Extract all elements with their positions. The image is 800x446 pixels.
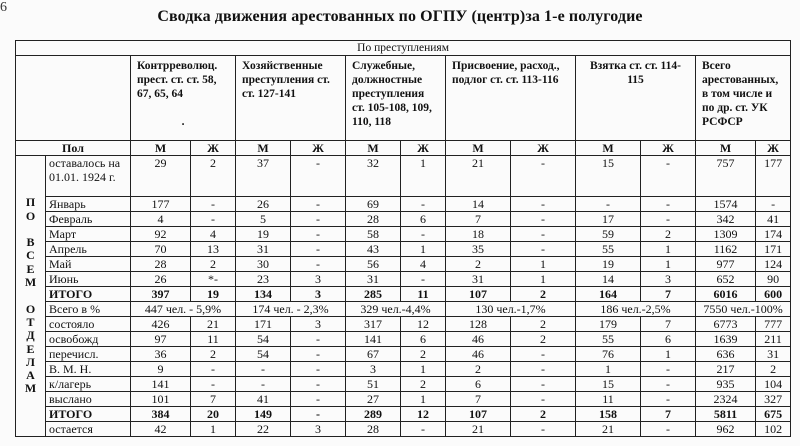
table-cell: 2	[511, 317, 576, 332]
table-cell: -	[641, 197, 696, 212]
table-cell: 7	[641, 287, 696, 302]
table-cell: 426	[131, 317, 191, 332]
table-row	[16, 422, 791, 437]
table-cell: 171	[756, 242, 791, 257]
table-cell: *-	[191, 272, 236, 287]
side-label-letter: В	[26, 235, 35, 250]
row-label: ИТОГО	[46, 287, 131, 302]
table-cell: -	[291, 392, 346, 407]
table-cell: 11	[576, 392, 641, 407]
table-row	[16, 197, 791, 212]
table-cell: 2	[511, 407, 576, 422]
row-label: остается	[46, 422, 131, 437]
table-row	[16, 332, 791, 347]
percent-row	[16, 302, 791, 317]
table-cell: 977	[696, 257, 756, 272]
table-cell: 1574	[696, 197, 756, 212]
side-label-letter: Е	[26, 261, 35, 276]
page-corner-mark: 6	[0, 0, 7, 15]
row-label: освобожд	[46, 332, 131, 347]
table-cell: 26	[131, 272, 191, 287]
sex-col-header: Ж	[401, 141, 446, 156]
sex-label: Пол	[16, 141, 131, 156]
row-label: Май	[46, 257, 131, 272]
sex-col-header: М	[446, 141, 511, 156]
table-cell: 6	[446, 377, 511, 392]
row-label: В. М. Н.	[46, 362, 131, 377]
table-cell: 757	[696, 156, 756, 197]
table-cell: 211	[756, 332, 791, 347]
table-cell: 2324	[696, 392, 756, 407]
table-cell: -	[756, 197, 791, 212]
table-cell: 28	[346, 212, 401, 227]
table-cell: -	[511, 347, 576, 362]
table-cell: -	[511, 392, 576, 407]
table-cell: 70	[131, 242, 191, 257]
table-cell: 18	[446, 227, 511, 242]
table-cell: 177	[756, 156, 791, 197]
table-cell: 43	[346, 242, 401, 257]
table-cell: -	[401, 272, 446, 287]
table-cell: 31	[236, 242, 291, 257]
table-cell: 69	[346, 197, 401, 212]
table-cell: 27	[346, 392, 401, 407]
page-title: Сводка движения арестованных по ОГПУ (центр)за 1-е полугодие	[157, 8, 643, 25]
table-cell: 5811	[696, 407, 756, 422]
table-cell: 51	[346, 377, 401, 392]
table-cell: -	[641, 156, 696, 197]
table-cell: 342	[696, 212, 756, 227]
table-cell: 13	[191, 242, 236, 257]
table-cell: 174	[756, 227, 791, 242]
table-cell: 32	[346, 156, 401, 197]
table-cell: 21	[576, 422, 641, 437]
table-cell: 46	[446, 332, 511, 347]
side-label-letter	[16, 289, 45, 302]
sex-col-header: М	[131, 141, 191, 156]
table-cell: 14	[576, 272, 641, 287]
category-label: Контрреволюц. прест. ст. ст. 58, 67, 65, 64	[137, 60, 218, 100]
table-cell: 28	[346, 422, 401, 437]
sex-col-header: Ж	[291, 141, 346, 156]
table-cell: -	[191, 362, 236, 377]
table-cell: 289	[346, 407, 401, 422]
table-row	[16, 212, 791, 227]
row-label: к/лагерь	[46, 377, 131, 392]
table-cell: 1	[641, 242, 696, 257]
table-cell: 36	[131, 347, 191, 362]
table-cell: 935	[696, 377, 756, 392]
table-cell: 7	[446, 212, 511, 227]
table-cell: 56	[346, 257, 401, 272]
table-cell: 1	[641, 257, 696, 272]
table-cell: 128	[446, 317, 511, 332]
table-cell: 14	[446, 197, 511, 212]
table-cell: -	[641, 362, 696, 377]
table-cell: 21	[191, 317, 236, 332]
table-cell: 1	[511, 272, 576, 287]
table-row	[16, 347, 791, 362]
table-cell: 90	[756, 272, 791, 287]
table-cell: 37	[236, 156, 291, 197]
table-cell: -	[641, 392, 696, 407]
table-cell: 2	[511, 332, 576, 347]
category-header-official: Служебные, должностные преступления ст. 105-108, 109, 110, 118	[346, 56, 446, 141]
table-cell: 675	[756, 407, 791, 422]
side-label-letter: Д	[26, 328, 35, 343]
group-header: По преступлениям	[16, 41, 791, 56]
sex-col-header: М	[236, 141, 291, 156]
table-cell: 54	[236, 347, 291, 362]
table-cell: 7	[641, 407, 696, 422]
table-cell: -	[401, 227, 446, 242]
percent-cell: 130 чел.-1,7%	[446, 302, 576, 317]
category-mark: .	[181, 116, 185, 128]
table-cell: 1	[576, 362, 641, 377]
table-cell: -	[401, 422, 446, 437]
table-cell: 22	[236, 422, 291, 437]
table-cell: 1	[191, 422, 236, 437]
table-cell: 35	[446, 242, 511, 257]
row-label: состояло	[46, 317, 131, 332]
table-cell: 1	[401, 242, 446, 257]
row-label: Март	[46, 227, 131, 242]
row-label: оставалось на 01.01. 1924 г.	[46, 156, 131, 197]
side-label-letter: А	[26, 368, 35, 383]
table-cell: 9	[131, 362, 191, 377]
row-label: Январь	[46, 197, 131, 212]
table-cell: 59	[576, 227, 641, 242]
table-cell: -	[291, 212, 346, 227]
table-cell: 55	[576, 242, 641, 257]
table-cell: 54	[236, 332, 291, 347]
row-label: Июнь	[46, 272, 131, 287]
table-cell: -	[236, 362, 291, 377]
table-cell: 6	[401, 332, 446, 347]
arrests-summary-table	[15, 40, 791, 437]
table-cell: 6016	[696, 287, 756, 302]
table-cell: 384	[131, 407, 191, 422]
category-header-embezzlement: Присвоение, расход., подлог ст. ст. 113-116	[446, 56, 576, 141]
table-cell: 1	[511, 257, 576, 272]
table-cell: 15	[576, 156, 641, 197]
row-label: Февраль	[46, 212, 131, 227]
table-cell: -	[511, 227, 576, 242]
table-cell: -	[191, 212, 236, 227]
table-cell: 2	[511, 287, 576, 302]
table-cell: 29	[131, 156, 191, 197]
sex-col-header: М	[346, 141, 401, 156]
percent-cell: 447 чел. - 5,9%	[131, 302, 236, 317]
table-cell: 2	[401, 377, 446, 392]
table-cell: -	[511, 242, 576, 257]
table-cell: 6773	[696, 317, 756, 332]
table-cell: -	[511, 362, 576, 377]
table-cell: -	[236, 377, 291, 392]
table-row	[16, 227, 791, 242]
table-row	[16, 272, 791, 287]
category-header-bribery: Взятка ст. ст. 114-115	[576, 56, 696, 141]
table-cell: 7	[446, 392, 511, 407]
table-cell: 164	[576, 287, 641, 302]
table-cell: 149	[236, 407, 291, 422]
percent-cell: 7550 чел.-100%	[696, 302, 791, 317]
table-cell: -	[291, 156, 346, 197]
table-cell: 4	[401, 257, 446, 272]
table-cell: 19	[236, 227, 291, 242]
table-cell: -	[291, 362, 346, 377]
table-row	[16, 257, 791, 272]
table-cell: 141	[131, 377, 191, 392]
percent-cell: 186 чел.-2,5%	[576, 302, 696, 317]
table-cell: -	[511, 377, 576, 392]
row-label: Всего в %	[46, 302, 131, 317]
table-cell: 134	[236, 287, 291, 302]
row-label: Апрель	[46, 242, 131, 257]
table-cell: 76	[576, 347, 641, 362]
table-cell: 2	[191, 257, 236, 272]
table-cell: 397	[131, 287, 191, 302]
category-header-total: Всего арестованных, в том числе и по др. ст. УК РСФСР	[696, 56, 791, 141]
side-label-letter: О	[25, 208, 36, 223]
table-cell: -	[291, 347, 346, 362]
table-cell: 19	[191, 287, 236, 302]
table-cell: -	[641, 212, 696, 227]
table-cell: 31	[756, 347, 791, 362]
table-cell: 636	[696, 347, 756, 362]
table-cell: 3	[291, 272, 346, 287]
table-cell: 1	[641, 347, 696, 362]
side-label-letter: О	[25, 301, 36, 316]
table-cell: 104	[756, 377, 791, 392]
table-cell: 31	[446, 272, 511, 287]
table-cell: -	[401, 197, 446, 212]
table-row	[16, 377, 791, 392]
sex-col-header: М	[576, 141, 641, 156]
table-cell: 777	[756, 317, 791, 332]
table-cell: 158	[576, 407, 641, 422]
percent-cell: 174 чел. - 2,3%	[236, 302, 346, 317]
table-cell: 46	[446, 347, 511, 362]
table-cell: 3	[291, 287, 346, 302]
category-header-counterrev	[131, 56, 236, 141]
table-cell: 177	[131, 197, 191, 212]
sex-col-header: Ж	[511, 141, 576, 156]
table-cell: -	[291, 197, 346, 212]
table-cell: 1	[401, 156, 446, 197]
table-cell: 124	[756, 257, 791, 272]
table-cell: -	[291, 257, 346, 272]
sex-col-header: Ж	[191, 141, 236, 156]
table-cell: 1309	[696, 227, 756, 242]
table-cell: 102	[756, 422, 791, 437]
table-cell: -	[511, 197, 576, 212]
table-cell: 21	[446, 422, 511, 437]
table-cell: 107	[446, 407, 511, 422]
side-label-letter: Л	[26, 354, 35, 369]
table-cell: 2	[401, 347, 446, 362]
table-cell: 58	[346, 227, 401, 242]
table-row	[16, 392, 791, 407]
table-cell: 171	[236, 317, 291, 332]
table-cell: 4	[191, 227, 236, 242]
table-row	[16, 362, 791, 377]
table-cell: 5	[236, 212, 291, 227]
table-cell: 11	[401, 287, 446, 302]
table-cell: 41	[756, 212, 791, 227]
table-cell: 3	[641, 272, 696, 287]
table-cell: 6	[401, 212, 446, 227]
table-cell: 6	[641, 332, 696, 347]
table-cell: 2	[756, 362, 791, 377]
table-cell: 1639	[696, 332, 756, 347]
table-cell: 7	[191, 392, 236, 407]
table-cell: 19	[576, 257, 641, 272]
table-row	[16, 156, 791, 197]
table-cell: 2	[641, 227, 696, 242]
table-row	[16, 317, 791, 332]
percent-cell: 329 чел.-4,4%	[346, 302, 446, 317]
table-cell: 217	[696, 362, 756, 377]
table-cell: -	[291, 377, 346, 392]
row-label: выслано	[46, 392, 131, 407]
table-cell: 30	[236, 257, 291, 272]
table-row	[16, 242, 791, 257]
table-cell: 652	[696, 272, 756, 287]
table-cell: 41	[236, 392, 291, 407]
table-cell: 1	[401, 362, 446, 377]
table-cell: -	[511, 212, 576, 227]
table-cell: 327	[756, 392, 791, 407]
side-label-letter: П	[25, 195, 36, 210]
table-cell: 20	[191, 407, 236, 422]
table-cell: 12	[401, 407, 446, 422]
table-cell: 42	[131, 422, 191, 437]
table-cell: -	[511, 422, 576, 437]
side-label-letter: Т	[26, 314, 35, 329]
table-cell: 26	[236, 197, 291, 212]
sex-col-header: Ж	[641, 141, 696, 156]
table-cell: -	[291, 332, 346, 347]
table-cell: 4	[131, 212, 191, 227]
sex-col-header: М	[696, 141, 756, 156]
table-cell: 17	[576, 212, 641, 227]
side-label-vertical	[16, 156, 46, 437]
table-cell: 55	[576, 332, 641, 347]
table-cell: -	[641, 377, 696, 392]
side-label-letter: М	[24, 381, 37, 396]
table-cell: -	[641, 422, 696, 437]
row-label: перечисл.	[46, 347, 131, 362]
table-cell: 2	[446, 362, 511, 377]
table-cell: 67	[346, 347, 401, 362]
table-cell: 15	[576, 377, 641, 392]
table-cell: 12	[401, 317, 446, 332]
table-cell: 3	[291, 317, 346, 332]
table-cell: 2	[446, 257, 511, 272]
table-cell: -	[191, 377, 236, 392]
table-cell: 11	[191, 332, 236, 347]
table-cell: -	[576, 197, 641, 212]
side-label-letter: С	[26, 248, 35, 263]
table-cell: -	[511, 156, 576, 197]
table-cell: 107	[446, 287, 511, 302]
table-row	[16, 407, 791, 422]
table-cell: 600	[756, 287, 791, 302]
empty-corner-cell	[16, 56, 131, 141]
table-cell: 28	[131, 257, 191, 272]
table-cell: 1162	[696, 242, 756, 257]
table-cell: 92	[131, 227, 191, 242]
table-cell: -	[191, 197, 236, 212]
table-cell: 3	[291, 422, 346, 437]
category-header-economic: Хозяйственные преступления ст. ст. 127-141	[236, 56, 346, 141]
side-label-letter: Е	[26, 341, 35, 356]
table-cell: 7	[641, 317, 696, 332]
sex-col-header: Ж	[756, 141, 791, 156]
table-cell: 2	[191, 347, 236, 362]
table-cell: -	[291, 407, 346, 422]
table-cell: -	[291, 242, 346, 257]
table-cell: 31	[346, 272, 401, 287]
table-cell: 97	[131, 332, 191, 347]
table-cell: 285	[346, 287, 401, 302]
side-label-letter: М	[24, 275, 37, 290]
row-label: ИТОГО	[46, 407, 131, 422]
table-cell: 21	[446, 156, 511, 197]
table-cell: 179	[576, 317, 641, 332]
table-cell: 962	[696, 422, 756, 437]
table-cell: 3	[346, 362, 401, 377]
table-cell: 101	[131, 392, 191, 407]
table-cell: 317	[346, 317, 401, 332]
table-cell: -	[291, 227, 346, 242]
table-cell: 2	[191, 156, 236, 197]
side-label-letter	[16, 223, 45, 236]
table-row	[16, 287, 791, 302]
table-cell: 141	[346, 332, 401, 347]
table-cell: 23	[236, 272, 291, 287]
table-cell: 1	[401, 392, 446, 407]
